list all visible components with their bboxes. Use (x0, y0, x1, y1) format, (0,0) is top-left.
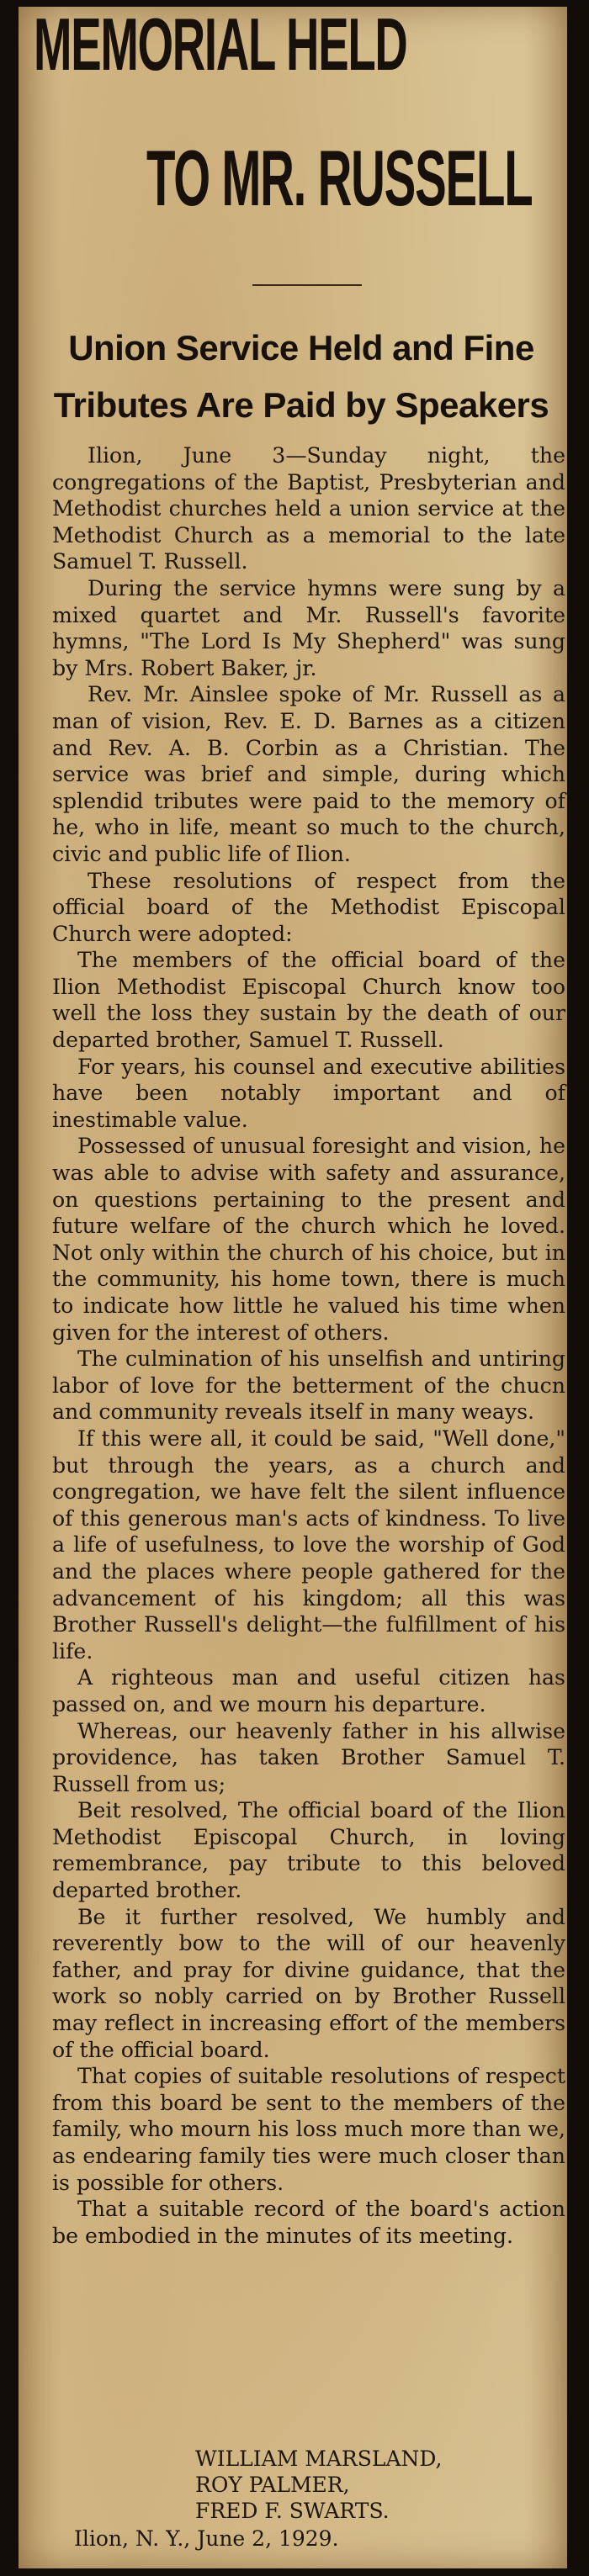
article-paragraph: Rev. Mr. Ainslee spoke of Mr. Russell as a man of vision, Rev. E. D. Barnes as a citizen and Rev. A. B. Corbin as a Christian. The service was brief and simple, during which splendid tributes were paid to the memory of he, who in life, meant so much to the church, civic and public life of Ilion. (52, 682, 565, 866)
resolution-paragraph: Possessed of unusual foresight and vision, he was able to advise with safety and assurance, on questions pertaining to the present and future welfare of the church which he loved. Not only within the church of his choice, but in the community, his home town, there is much to indicate how little he valued his time when given for the interest of others. (52, 1134, 565, 1345)
divider-rule (252, 284, 362, 286)
headline-line-1: MEMORIAL HELD (34, 3, 407, 86)
article-paragraph: During the service hymns were sung by a mixed quartet and Mr. Russell's favorite hymns, "The Lord Is My Shepherd" was sung by Mrs. Robert Baker, jr. (52, 575, 565, 680)
article-paragraph: These resolutions of respect from the official board of the Methodist Episcopal Church were adopted: (52, 868, 565, 946)
resolution-paragraph: Whereas, our heavenly father in his allwise providence, has taken Brother Samuel T. Russell from us; (52, 1718, 565, 1796)
headline-line-2: TO MR. RUSSELL (146, 134, 533, 222)
resolution-paragraph: If this were all, it could be said, "Well done," but through the years, as a church and congregation, we have felt the silent influence of this generous man's acts of kindness. To live a life of usefulness, to love the worship of God and the places where people gathered for the advancement of his kingdom; all this was Brother Russell's delight—the fulfillment of his life. (52, 1426, 565, 1664)
subheadline: Union Service Held and Fine Tributes Are Paid by Speakers (53, 328, 549, 425)
resolution-paragraph: That a suitable record of the board's action be embodied in the minutes of its meeting. (52, 2197, 565, 2248)
signature-block (195, 2446, 442, 2524)
resolution-paragraph: The members of the official board of the Ilion Methodist Episcopal Church know too well the loss they sustain by the death of our departed brother, Samuel T. Russell. (52, 948, 565, 1053)
resolution-paragraph: Be it further resolved, We humbly and reverently bow to the will of our heavenly father, and pray for divine guidance, that the work so nobly carried on by Brother Russell may reflect in increasing effort of the members of the official board. (52, 1904, 565, 2062)
dateline: Ilion, N. Y., June 2, 1929. (74, 2526, 339, 2551)
signature-name: WILLIAM MARSLAND, (195, 2446, 443, 2471)
newspaper-clipping (19, 3, 567, 2568)
resolution-paragraph: A righteous man and useful citizen has passed on, and we mourn his departure. (52, 1665, 565, 1716)
resolution-paragraph: Beit resolved, The official board of the Ilion Methodist Episcopal Church, in loving remembrance, pay tribute to this beloved departed brother. (52, 1798, 565, 1903)
resolution-paragraph: The culmination of his unselfish and untiring labor of love for the betterment of the chucn and community reveals itself in many weays. (52, 1346, 565, 1425)
signature-name: FRED F. SWARTS. (195, 2499, 390, 2523)
article-body (52, 442, 565, 2249)
signature-name: ROY PALMER, (195, 2473, 350, 2497)
resolution-paragraph: That copies of suitable resolutions of respect from this board be sent to the members of the family, who mourn his loss much more than we, as endearing family ties were much closer than is possible for others. (52, 2064, 565, 2195)
article-paragraph: Ilion, June 3—Sunday night, the congregations of the Baptist, Presbyterian and Methodist churches held a union service at the Methodist Church as a memorial to the late Samuel T. Russell. (52, 443, 565, 574)
resolution-paragraph: For years, his counsel and executive abilities have been notably important and of inestimable value. (52, 1054, 565, 1132)
